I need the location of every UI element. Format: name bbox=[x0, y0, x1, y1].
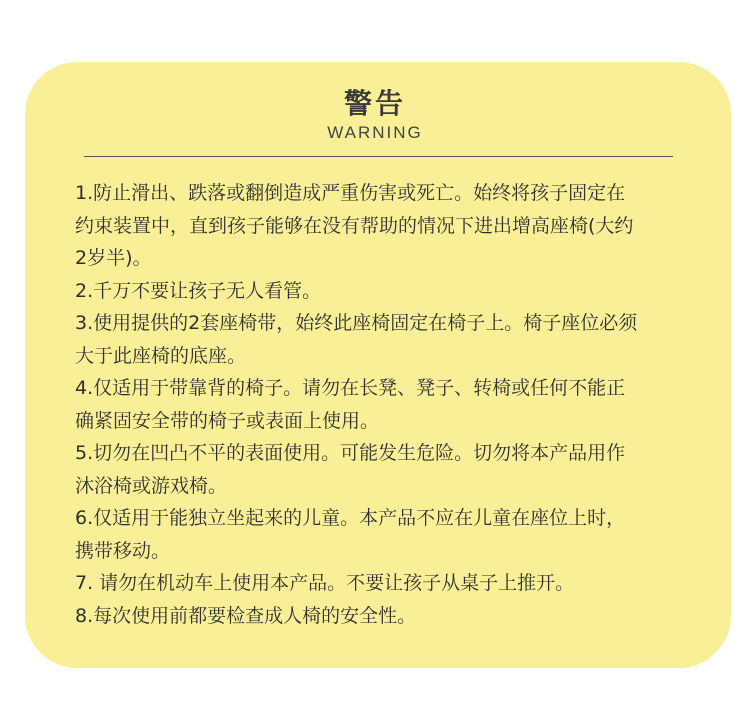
warning-subtitle: WARNING bbox=[327, 123, 423, 142]
warning-line: 5.切勿在凹凸不平的表面使用。可能发生危险。切勿将本产品用作 bbox=[75, 442, 626, 464]
warning-line: 携带移动。 bbox=[75, 539, 171, 562]
warning-line: 约束装置中，直到孩子能够在没有帮助的情况下进出增高座椅(大约 bbox=[75, 214, 634, 237]
warning-line: 2岁半)。 bbox=[75, 247, 152, 269]
warning-line: 8.每次使用前都要检查成人椅的安全性。 bbox=[75, 604, 417, 627]
title-divider bbox=[84, 156, 673, 157]
warning-line: 2.千万不要让孩子无人看管。 bbox=[75, 279, 322, 302]
warning-line: 4.仅适用于带靠背的椅子。请勿在长凳、凳子、转椅或任何不能正 bbox=[75, 377, 626, 399]
warning-line: 大于此座椅的底座。 bbox=[75, 344, 247, 367]
warning-text-block bbox=[75, 177, 637, 632]
warning-line: 6.仅适用于能独立坐起来的儿童。本产品不应在儿童在座位上时， bbox=[75, 507, 626, 529]
warning-line: 1.防止滑出、跌落或翻倒造成严重伤害或死亡。始终将孩子固定在 bbox=[75, 182, 626, 204]
warning-line: 确紧固安全带的椅子或表面上使用。 bbox=[75, 409, 380, 432]
warning-line: 3.使用提供的2套座椅带，始终此座椅固定在椅子上。椅子座位必须 bbox=[75, 312, 638, 334]
warning-title: 警告 bbox=[343, 87, 406, 120]
warning-line: 沐浴椅或游戏椅。 bbox=[75, 474, 228, 497]
warning-line: 7. 请勿在机动车上使用本产品。不要让孩子从桌子上推开。 bbox=[75, 572, 575, 594]
